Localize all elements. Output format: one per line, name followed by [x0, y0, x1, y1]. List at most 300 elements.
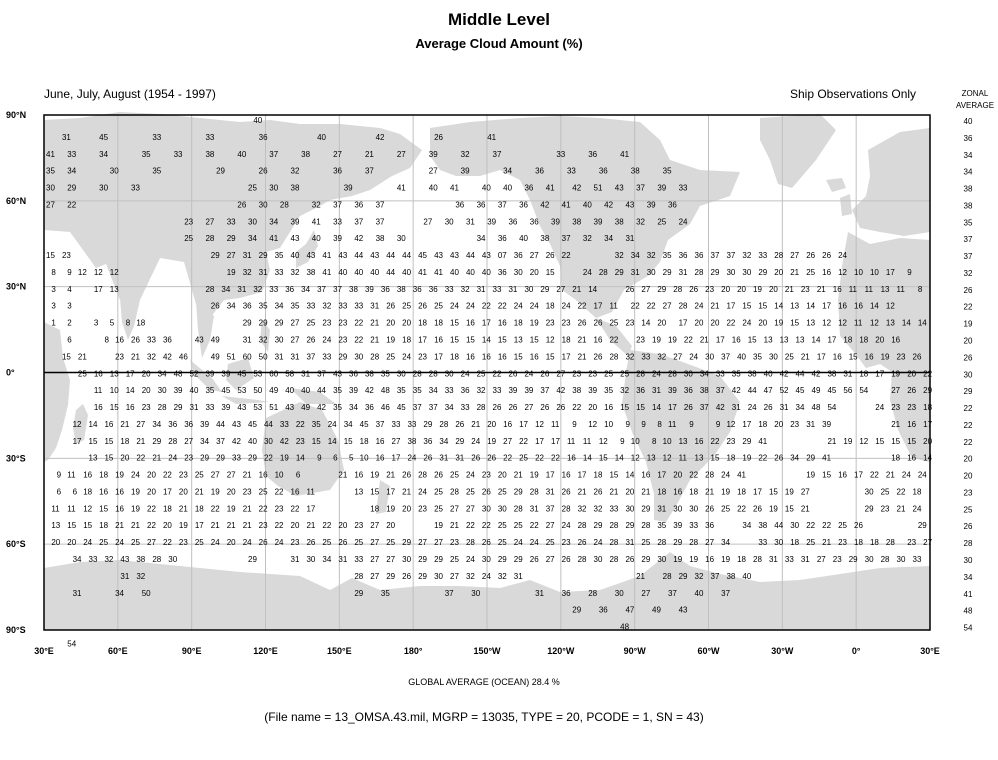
- cloud-value: 16: [99, 487, 109, 497]
- cloud-value: 34: [322, 555, 332, 565]
- cloud-value: 37: [540, 386, 550, 396]
- cloud-value: 29: [513, 555, 523, 565]
- cloud-value: 20: [710, 318, 720, 328]
- cloud-value: 16: [125, 403, 135, 413]
- cloud-value: 35: [333, 403, 342, 413]
- cloud-value: 13: [779, 335, 789, 345]
- cloud-value: 28: [673, 284, 683, 294]
- cloud-value: 27: [147, 538, 156, 548]
- cloud-value: 23: [907, 538, 917, 548]
- cloud-value: 22: [822, 521, 832, 531]
- cloud-value: 49: [301, 403, 311, 413]
- cloud-value: 17: [519, 419, 529, 429]
- cloud-value: 28: [609, 555, 619, 565]
- cloud-value: 33: [131, 183, 140, 193]
- cloud-value: 30: [274, 335, 284, 345]
- cloud-value: 28: [577, 521, 587, 531]
- cloud-value: 27: [529, 251, 539, 261]
- cloud-value: 22: [322, 521, 332, 531]
- cloud-value: 12: [588, 419, 598, 429]
- cloud-value: 16: [832, 284, 842, 294]
- cloud-value: 26: [577, 538, 587, 548]
- cloud-value: 10: [604, 419, 614, 429]
- cloud-value: 19: [721, 487, 731, 497]
- cloud-value: 16: [641, 470, 651, 480]
- cloud-value: 21: [705, 487, 715, 497]
- cloud-value: 15: [598, 453, 608, 463]
- cloud-value: 19: [386, 335, 396, 345]
- cloud-value: 24: [561, 301, 571, 311]
- cloud-value: 13: [806, 318, 816, 328]
- zonal-average-value: 20: [963, 471, 973, 481]
- cloud-value: 27: [465, 504, 475, 514]
- cloud-value: 22: [258, 504, 268, 514]
- cloud-value: 19: [891, 369, 901, 379]
- cloud-value: 37: [715, 386, 725, 396]
- cloud-value: 4: [67, 284, 72, 294]
- cloud-value: 39: [205, 369, 215, 379]
- cloud-value: 38: [375, 234, 385, 244]
- cloud-value: 20: [226, 538, 236, 548]
- cloud-value: 10: [359, 453, 369, 463]
- cloud-value: 26: [481, 538, 491, 548]
- cloud-value: 31: [630, 267, 640, 277]
- cloud-value: 16: [838, 470, 847, 480]
- cloud-value: 26: [418, 301, 428, 311]
- cloud-value: 29: [258, 251, 268, 261]
- cloud-value: 31: [731, 403, 741, 413]
- cloud-value: 37: [710, 251, 720, 261]
- cloud-value: 36: [678, 251, 688, 261]
- cloud-value: 23: [790, 419, 800, 429]
- cloud-value: 42: [279, 436, 289, 446]
- cloud-value: 27: [386, 555, 396, 565]
- cloud-value: 15: [343, 436, 353, 446]
- cloud-value: 18: [434, 318, 443, 328]
- cloud-value: 12: [859, 436, 869, 446]
- cloud-value: 43: [614, 183, 624, 193]
- cloud-value: 27: [205, 217, 215, 227]
- cloud-value: 29: [248, 555, 257, 565]
- cloud-value: 33: [338, 301, 348, 311]
- cloud-value: 9: [56, 470, 62, 480]
- cloud-value: 29: [386, 571, 396, 581]
- cloud-value: 14: [327, 436, 337, 446]
- cloud-value: 15: [529, 335, 539, 345]
- cloud-value: 20: [721, 284, 731, 294]
- cloud-value: 27: [891, 386, 901, 396]
- cloud-value: 25: [721, 504, 731, 514]
- cloud-value: 33: [205, 132, 215, 142]
- cloud-value: 23: [726, 436, 736, 446]
- cloud-value: 34: [226, 301, 236, 311]
- cloud-value: 25: [657, 217, 667, 227]
- cloud-value: 19: [667, 335, 677, 345]
- cloud-value: 23: [418, 504, 428, 514]
- cloud-value: 39: [551, 217, 560, 227]
- cloud-value: 13: [790, 301, 800, 311]
- cloud-value: 14: [917, 318, 927, 328]
- cloud-value: 15: [311, 436, 321, 446]
- cloud-value: 28: [513, 504, 523, 514]
- cloud-value: 44: [386, 251, 396, 261]
- cloud-value: 16: [566, 453, 576, 463]
- cloud-value: 27: [370, 555, 380, 565]
- cloud-value: 20: [290, 521, 300, 531]
- cloud-value: 29: [625, 521, 635, 531]
- cloud-value: 33: [758, 251, 768, 261]
- cloud-value: 27: [290, 318, 300, 328]
- cloud-value: 13: [354, 487, 364, 497]
- cloud-value: 28: [529, 487, 539, 497]
- cloud-value: 9: [715, 419, 721, 429]
- cloud-value: 40: [519, 234, 529, 244]
- cloud-value: 16: [83, 470, 93, 480]
- cloud-value: 15: [620, 403, 630, 413]
- cloud-value: 16: [93, 403, 103, 413]
- cloud-value: 33: [354, 555, 364, 565]
- cloud-value: 39: [524, 386, 534, 396]
- cloud-value: 17: [535, 436, 544, 446]
- cloud-value: 33: [391, 419, 401, 429]
- cloud-value: 6: [333, 453, 338, 463]
- cloud-value: 36: [184, 419, 194, 429]
- cloud-value: 19: [768, 504, 778, 514]
- cloud-value: 41: [620, 149, 630, 159]
- cloud-value: 26: [402, 571, 412, 581]
- cloud-value: 26: [545, 251, 555, 261]
- cloud-value: 20: [625, 487, 635, 497]
- cloud-value: 36: [705, 521, 715, 531]
- cloud-value: 15: [61, 352, 71, 362]
- cloud-value: 17: [577, 470, 587, 480]
- cloud-value: 35: [396, 386, 406, 396]
- cloud-value: 30: [513, 267, 523, 277]
- cloud-value: 30: [864, 555, 874, 565]
- cloud-value: 16: [497, 318, 507, 328]
- cloud-value: 32: [636, 217, 645, 227]
- cloud-value: 28: [705, 470, 715, 480]
- cloud-value: 30: [742, 267, 752, 277]
- cloud-value: 29: [354, 588, 364, 598]
- cloud-value: 22: [896, 487, 906, 497]
- cloud-value: 33: [333, 217, 342, 227]
- cloud-value: 23: [338, 318, 348, 328]
- cloud-value: 10: [662, 436, 672, 446]
- cloud-value: 25: [545, 538, 555, 548]
- cloud-value: 35: [333, 386, 342, 396]
- cloud-value: 15: [742, 301, 752, 311]
- cloud-value: 39: [173, 386, 183, 396]
- longitude-label: 150°E: [327, 646, 352, 656]
- cloud-value: 23: [907, 403, 917, 413]
- cloud-value: 21: [120, 419, 130, 429]
- cloud-value: 40: [253, 116, 263, 125]
- cloud-value: 40: [301, 386, 311, 396]
- cloud-value: 33: [232, 453, 241, 463]
- cloud-value: 12: [535, 419, 544, 429]
- cloud-value: 24: [742, 318, 752, 328]
- map-title: Middle Level: [447, 10, 551, 29]
- cloud-value: 33: [460, 403, 470, 413]
- cloud-value: 23: [322, 318, 332, 328]
- cloud-value: 16: [604, 403, 614, 413]
- cloud-value: 38: [614, 217, 624, 227]
- cloud-value: 3: [93, 318, 99, 328]
- cloud-value: 24: [513, 301, 523, 311]
- cloud-value: 29: [338, 352, 348, 362]
- cloud-value: 31: [237, 284, 247, 294]
- cloud-value: 34: [428, 386, 438, 396]
- cloud-value: 39: [487, 217, 497, 227]
- cloud-value: 28: [598, 267, 608, 277]
- longitude-label: 120°W: [547, 646, 575, 656]
- cloud-value: 8: [652, 436, 657, 446]
- cloud-value: 13: [109, 284, 119, 294]
- cloud-value: 15: [790, 318, 800, 328]
- cloud-value: 32: [290, 267, 300, 277]
- cloud-value: 29: [923, 386, 933, 396]
- cloud-value: 28: [450, 487, 459, 497]
- cloud-value: 38: [290, 183, 300, 193]
- cloud-value: 40: [503, 183, 513, 193]
- cloud-value: 29: [593, 521, 603, 531]
- cloud-value: 12: [598, 436, 608, 446]
- cloud-value: 24: [524, 369, 534, 379]
- cloud-value: 27: [662, 301, 672, 311]
- cloud-value: 18: [869, 538, 879, 548]
- cloud-value: 37: [306, 352, 316, 362]
- cloud-value: 22: [481, 521, 491, 531]
- cloud-value: 32: [476, 386, 486, 396]
- cloud-value: 42: [556, 386, 566, 396]
- cloud-value: 12: [838, 318, 847, 328]
- cloud-value: 18: [120, 436, 130, 446]
- cloud-value: 12: [885, 301, 895, 311]
- cloud-value: 32: [136, 571, 146, 581]
- cloud-value: 3: [51, 284, 56, 294]
- cloud-value: 14: [582, 453, 592, 463]
- cloud-value: 45: [248, 419, 257, 429]
- cloud-value: 31: [476, 284, 486, 294]
- cloud-value: 22: [295, 419, 305, 429]
- cloud-value: 24: [465, 470, 475, 480]
- cloud-value: 27: [370, 538, 380, 548]
- cloud-value: 37: [444, 588, 454, 598]
- cloud-value: 27: [524, 403, 534, 413]
- cloud-value: 16: [694, 436, 704, 446]
- cloud-value: 23: [141, 403, 151, 413]
- cloud-value: 42: [162, 352, 172, 362]
- cloud-value: 27: [556, 369, 566, 379]
- cloud-value: 25: [609, 318, 619, 328]
- cloud-value: 27: [434, 538, 443, 548]
- cloud-value: 36: [508, 217, 518, 227]
- cloud-value: 38: [364, 369, 374, 379]
- cloud-value: 41: [311, 217, 321, 227]
- cloud-value: 34: [699, 369, 709, 379]
- cloud-value: 21: [800, 504, 810, 514]
- cloud-value: 1: [51, 318, 56, 328]
- cloud-value: 21: [885, 470, 895, 480]
- cloud-value: 38: [407, 436, 417, 446]
- cloud-value: 29: [673, 538, 683, 548]
- cloud-value: 19: [784, 487, 794, 497]
- cloud-value: 18: [99, 470, 109, 480]
- cloud-value: 16: [822, 267, 832, 277]
- cloud-value: 35: [662, 166, 672, 176]
- cloud-value: 25: [880, 487, 890, 497]
- cloud-value: 25: [184, 234, 194, 244]
- cloud-value: 34: [115, 588, 125, 598]
- cloud-value: 35: [380, 588, 390, 598]
- cloud-value: 17: [923, 419, 933, 429]
- cloud-value: 30: [46, 183, 55, 193]
- cloud-value: 28: [609, 538, 619, 548]
- cloud-value: 54: [859, 386, 869, 396]
- cloud-value: 18: [370, 504, 380, 514]
- cloud-value: 25: [386, 538, 396, 548]
- cloud-value: 32: [620, 386, 630, 396]
- cloud-value: 16: [854, 301, 863, 311]
- cloud-value: 51: [226, 352, 236, 362]
- cloud-value: 29: [497, 555, 507, 565]
- cloud-value: 25: [248, 183, 257, 193]
- cloud-value: 15: [848, 352, 858, 362]
- cloud-value: 25: [322, 538, 332, 548]
- cloud-value: 20: [737, 284, 746, 294]
- cloud-value: 50: [258, 352, 268, 362]
- cloud-value: 24: [529, 301, 539, 311]
- cloud-value: 14: [125, 386, 135, 396]
- cloud-value: 23: [481, 470, 491, 480]
- cloud-value: 26: [625, 284, 635, 294]
- cloud-value: 17: [885, 267, 895, 277]
- cloud-value: 34: [721, 538, 731, 548]
- cloud-value: 33: [152, 132, 162, 142]
- cloud-value: 26: [434, 470, 443, 480]
- cloud-value: 16: [529, 352, 539, 362]
- cloud-value: 31: [370, 301, 380, 311]
- cloud-value: 31: [545, 487, 555, 497]
- cloud-value: 5: [349, 453, 354, 463]
- cloud-value: 17: [822, 301, 832, 311]
- cloud-value: 33: [147, 335, 156, 345]
- latitude-label: 90°N: [6, 110, 27, 120]
- cloud-value: 11: [864, 284, 873, 294]
- cloud-value: 36: [258, 132, 268, 142]
- cloud-value: 17: [753, 487, 762, 497]
- cloud-value: 24: [460, 369, 470, 379]
- cloud-value: 25: [194, 470, 204, 480]
- cloud-value: 21: [226, 521, 236, 531]
- cloud-value: 15: [875, 436, 885, 446]
- cloud-value: 31: [657, 504, 667, 514]
- cloud-value: 31: [806, 419, 816, 429]
- cloud-value: 41: [322, 267, 332, 277]
- cloud-value: 33: [492, 284, 502, 294]
- cloud-value: 31: [508, 284, 518, 294]
- cloud-value: 33: [492, 386, 502, 396]
- cloud-value: 30: [896, 555, 906, 565]
- cloud-value: 37: [636, 183, 645, 193]
- cloud-value: 37: [667, 588, 677, 598]
- cloud-value: 30: [657, 555, 667, 565]
- cloud-value: 18: [450, 352, 459, 362]
- cloud-value: 33: [205, 403, 215, 413]
- cloud-value: 23: [450, 538, 459, 548]
- cloud-value: 20: [51, 538, 61, 548]
- latitude-label: 60°S: [6, 539, 26, 550]
- longitude-label: 120°E: [253, 646, 278, 656]
- cloud-value: 30: [434, 571, 443, 581]
- cloud-value: 30: [157, 386, 167, 396]
- cloud-value: 28: [152, 555, 162, 565]
- cloud-value: 21: [338, 470, 348, 480]
- cloud-value: 22: [519, 436, 529, 446]
- cloud-value: 37: [428, 403, 438, 413]
- cloud-value: 21: [131, 521, 140, 531]
- cloud-value: 30: [99, 183, 109, 193]
- zonal-header-line-2: AVERAGE: [955, 101, 995, 110]
- cloud-value: 53: [253, 369, 263, 379]
- cloud-value: 27: [556, 284, 566, 294]
- cloud-value: 21: [152, 453, 162, 463]
- cloud-value: 30: [109, 166, 119, 176]
- cloud-value: 29: [258, 318, 268, 328]
- cloud-value: 33: [758, 538, 768, 548]
- cloud-value: 23: [115, 352, 125, 362]
- zonal-average-value: 22: [963, 302, 973, 312]
- cloud-value: 39: [221, 369, 231, 379]
- cloud-value: 11: [667, 419, 677, 429]
- cloud-value: 12: [822, 318, 832, 328]
- cloud-value: 26: [705, 504, 715, 514]
- cloud-value: 27: [450, 571, 459, 581]
- cloud-value: 28: [588, 588, 598, 598]
- cloud-value: 40: [582, 200, 592, 210]
- cloud-value: 23: [354, 521, 364, 531]
- cloud-value: 35: [662, 251, 672, 261]
- cloud-value: 34: [790, 453, 800, 463]
- cloud-value: 11: [854, 318, 863, 328]
- cloud-value: 15: [497, 335, 507, 345]
- cloud-value: 37: [333, 284, 342, 294]
- cloud-value: 16: [375, 436, 385, 446]
- cloud-value: 17: [827, 335, 837, 345]
- cloud-value: 42: [715, 403, 725, 413]
- cloud-value: 21: [131, 352, 140, 362]
- cloud-value: 21: [242, 521, 252, 531]
- cloud-value: 27: [545, 521, 555, 531]
- cloud-value: 50: [253, 386, 263, 396]
- cloud-value: 31: [61, 132, 71, 142]
- cloud-value: 17: [854, 470, 863, 480]
- cloud-value: 19: [226, 504, 236, 514]
- cloud-value: 20: [657, 318, 667, 328]
- cloud-value: 16: [258, 470, 268, 480]
- cloud-value: 29: [200, 453, 210, 463]
- cloud-value: 28: [609, 521, 619, 531]
- cloud-value: 27: [210, 470, 220, 480]
- cloud-value: 16: [434, 335, 443, 345]
- cloud-value: 21: [790, 267, 800, 277]
- cloud-value: 28: [370, 352, 380, 362]
- cloud-value: 36: [497, 234, 507, 244]
- cloud-value: 28: [168, 436, 178, 446]
- cloud-value: 27: [226, 251, 236, 261]
- cloud-value: 45: [396, 403, 406, 413]
